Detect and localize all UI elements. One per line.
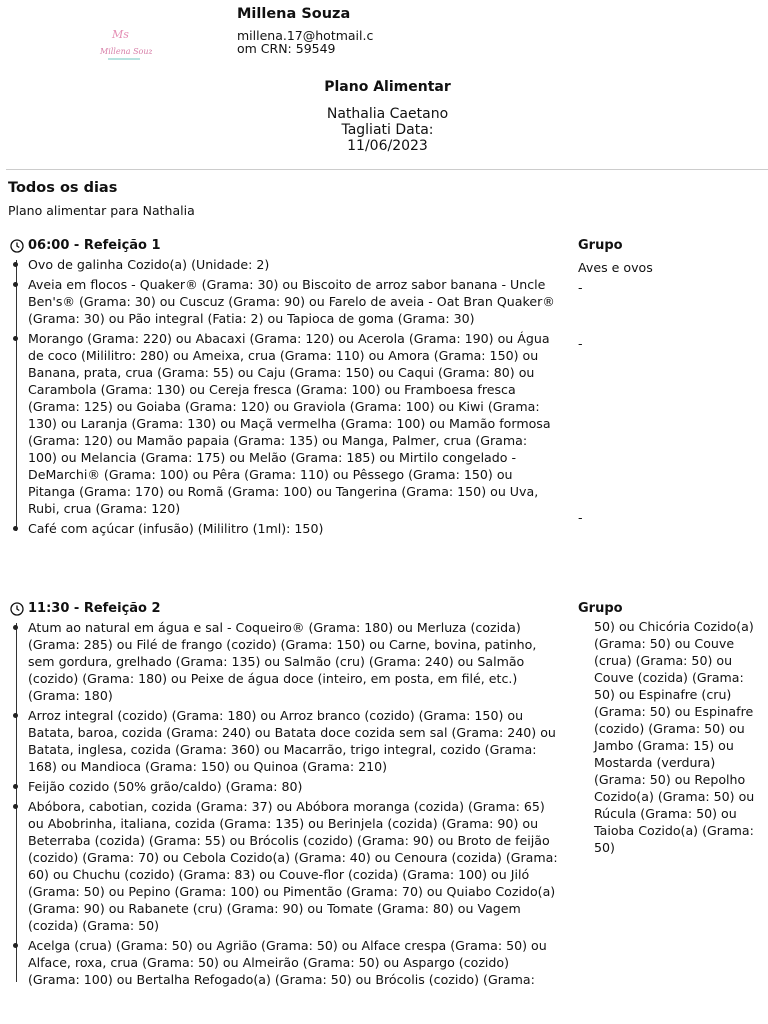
food-item: Morango (Grama: 220) ou Abacaxi (Grama: 120) ou Acerola (Grama: 190) ou Água de coco (Mililitro: 280) ou Ameixa, crua (Grama: 110) ou Amora (Grama: 150) ou Banana, prata, crua (Grama: 55) ou Caju (Grama: 150) ou Caqui (Grama: 80) ou Carambola (Grama: 130) ou Cereja fresca (Grama: 100) ou Framboesa fresca (Grama: 125) ou Goiaba (Grama: 120) ou Graviola (Grama: 100) ou Kiwi (Grama: 130) ou Laranja (Grama: 130) ou Maçã vermelha (Grama: 100) ou Mamão formosa (Grama: 120) ou Mamão papaia (Grama: 135) ou Manga, Palmer, crua (Grama: 100) ou Melancia (Grama: 175) ou Melão (Grama: 185) ou Mirtilo congelado - DeMarchi® (Grama: 100) ou Pêra (Grama: 110) ou Pêssego (Grama: 150) ou Pitanga (Grama: 170) ou Romã (Grama: 100) ou Tangerina (Grama: 150) ou Uva, Rubi, crua (Grama: 120): [28, 330, 558, 517]
nutritionist-logo: [96, 24, 152, 64]
group-header: Grupo: [578, 601, 623, 616]
nutritionist-email: millena.17@hotmail.c: [237, 28, 374, 43]
meal-2-items: [14, 619, 558, 988]
group-value: -: [578, 280, 583, 295]
patient-name-line2: Tagliati Data:: [341, 122, 434, 138]
patient-name-line1: Nathalia Caetano: [326, 106, 449, 122]
group-header: Grupo: [578, 238, 623, 253]
meal-1: [8, 236, 558, 540]
svg-text:Ms: Ms: [112, 28, 129, 41]
meal-title: 11:30 - Refeição 2: [28, 601, 161, 616]
food-item: Atum ao natural em água e sal - Coqueiro® (Grama: 180) ou Merluza (cozida) (Grama: 285) ou Filé de frango (cozido) (Grama: 150) ou Carne, bovina, patinho, sem gordura, grelhado (Grama: 135) ou Salmão (cru) (Grama: 240) ou Salmão (cozido) (Grama: 180) ou Peixe de água doce (inteiro, em posta, em filé, etc.) (Grama: 180): [28, 619, 558, 704]
nutritionist-name: Millena Souza: [237, 6, 351, 22]
section-subtitle: Plano alimentar para Nathalia: [8, 203, 195, 218]
plan-date: 11/06/2023: [347, 138, 428, 154]
group-value: -: [578, 510, 583, 525]
meal-title: 06:00 - Refeição 1: [28, 238, 161, 253]
section-title: Todos os dias: [8, 180, 118, 196]
meal-1-title-row: [8, 236, 558, 256]
meal-2-title-row: [8, 599, 558, 619]
meal-1-items: [14, 256, 558, 537]
group-overflow-text: 50) ou Chicória Cozido(a) (Grama: 50) ou Couve (crua) (Grama: 50) ou Couve (cozida) (Grama: 50) ou Espinafre (cru) (Grama: 50) ou Espinafre (cozido) (Grama: 50) ou Jambo (Grama: 15) ou Mostarda (verdura) (Grama: 50) ou Repolho Cozido(a) (Grama: 50) ou Rúcula (Grama: 50) ou Taioba Cozido(a) (Grama: 50): [594, 619, 755, 855]
food-item: Arroz integral (cozido) (Grama: 180) ou Arroz branco (cozido) (Grama: 150) ou Batata, baroa, cozida (Grama: 240) ou Batata doce cozida sem sal (Grama: 240) ou Batata, inglesa, cozida (Grama: 360) ou Macarrão, trigo integral, cozido (Grama: 168) ou Mandioca (Grama: 150) ou Quinoa (Grama: 210): [28, 707, 558, 775]
group-value: Aves e ovos: [578, 260, 653, 275]
food-item: Café com açúcar (infusão) (Mililitro (1ml): 150): [28, 520, 558, 537]
plan-title: Plano Alimentar: [324, 79, 451, 95]
header-divider: [6, 169, 768, 170]
food-item: Abóbora, cabotian, cozida (Grama: 37) ou Abóbora moranga (cozida) (Grama: 65) ou Abobrinha, italiana, cozida (Grama: 135) ou Berinjela (cozida) (Grama: 90) ou Beterraba (cozida) (Grama: 55) ou Brócolis (cozido) (Grama: 90) ou Broto de feijão (cozido) (Grama: 70) ou Cebola Cozido(a) (Grama: 40) ou Cenoura (cozida) (Grama: 60) ou Chuchu (cozido) (Grama: 83) ou Couve-flor (cozida) (Grama: 100) ou Jiló (Grama: 50) ou Pepino (Grama: 100) ou Pimentão (Grama: 70) ou Quiabo Cozido(a) (Grama: 90) ou Rabanete (cru) (Grama: 90) ou Tomate (Grama: 80) ou Vagem (cozida) (Grama: 50): [28, 799, 558, 933]
group-value: -: [578, 336, 583, 351]
meal-2: [8, 599, 558, 991]
nutritionist-crn: om CRN: 59549: [237, 41, 336, 56]
svg-text:Millena Souza: Millena Souza: [100, 47, 152, 56]
food-item: Acelga (crua) (Grama: 50) ou Agrião (Grama: 50) ou Alface crespa (Grama: 50) ou Alface, roxa, crua (Grama: 50) ou Almeirão (Grama: 50) ou Aspargo (cozido) (Grama: 100) ou Bertalha Refogado(a) (Grama: 50) ou Brócolis (cozido) (Grama:: [28, 937, 558, 988]
food-item: Ovo de galinha Cozido(a) (Unidade: 2): [28, 256, 558, 273]
food-item: Feijão cozido (50% grão/caldo) (Grama: 80): [28, 778, 558, 795]
food-item: Aveia em flocos - Quaker® (Grama: 30) ou Biscoito de arroz sabor banana - Uncle Ben's® (Grama: 30) ou Cuscuz (Grama: 90) ou Farelo de aveia - Oat Bran Quaker® (Grama: 30) ou Pão integral (Fatia: 2) ou Tapioca de goma (Grama: 30): [28, 276, 558, 327]
